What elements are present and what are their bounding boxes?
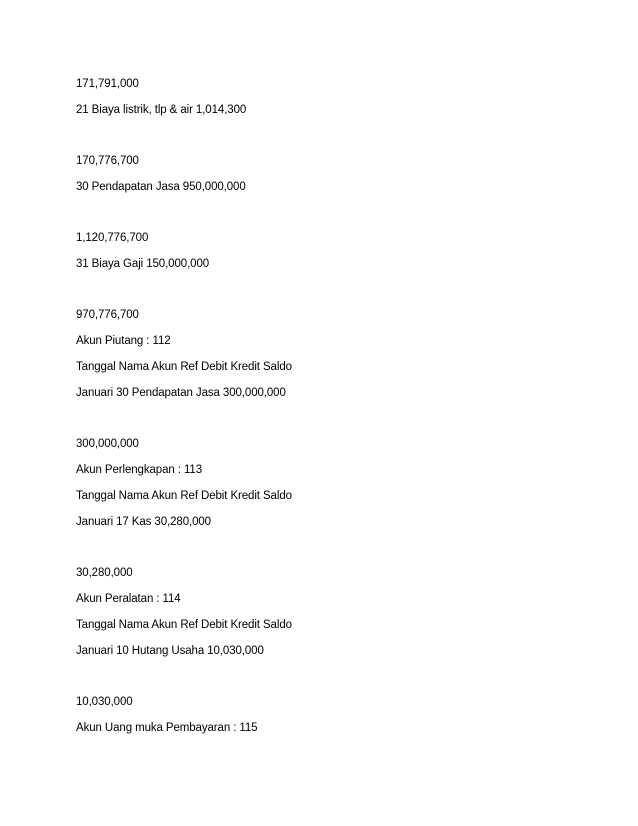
account-heading: Akun Peralatan : 114 <box>76 593 181 605</box>
balance-line: 300,000,000 <box>76 438 139 450</box>
balance-line: 970,776,700 <box>76 309 139 321</box>
balance-line: 170,776,700 <box>76 155 139 167</box>
account-heading: Akun Piutang : 112 <box>76 335 171 347</box>
balance-line: 1,120,776,700 <box>76 232 149 244</box>
balance-line: 171,791,000 <box>76 78 139 90</box>
balance-line: 10,030,000 <box>76 696 133 708</box>
journal-entry-line: Januari 30 Pendapatan Jasa 300,000,000 <box>76 387 286 399</box>
account-heading: Akun Uang muka Pembayaran : 115 <box>76 722 258 734</box>
journal-entry-line: 21 Biaya listrik, tlp & air 1,014,300 <box>76 104 247 116</box>
journal-entry-line: 31 Biaya Gaji 150,000,000 <box>76 258 210 270</box>
journal-entry-line: 30 Pendapatan Jasa 950,000,000 <box>76 181 246 193</box>
balance-line: 30,280,000 <box>76 567 133 579</box>
account-heading: Akun Perlengkapan : 113 <box>76 464 202 476</box>
journal-entry-line: Januari 17 Kas 30,280,000 <box>76 516 211 528</box>
ledger-header-line: Tanggal Nama Akun Ref Debit Kredit Saldo <box>76 361 292 373</box>
journal-entry-line: Januari 10 Hutang Usaha 10,030,000 <box>76 645 264 657</box>
ledger-header-line: Tanggal Nama Akun Ref Debit Kredit Saldo <box>76 619 292 631</box>
ledger-header-line: Tanggal Nama Akun Ref Debit Kredit Saldo <box>76 490 292 502</box>
